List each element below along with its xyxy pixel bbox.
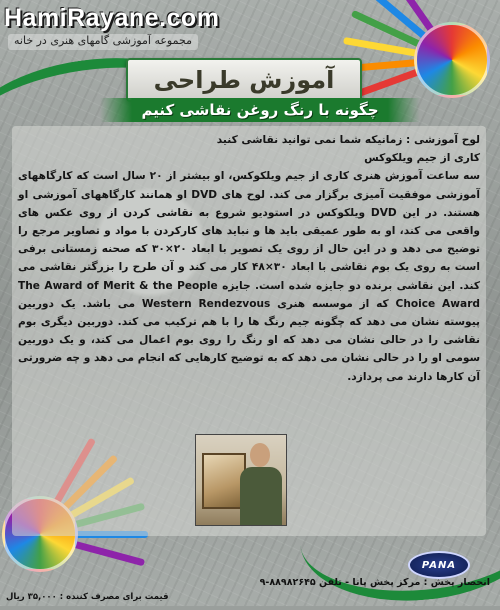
watermark: HamiRayane.com [4, 4, 220, 32]
page-title: آموزش طراحی [153, 66, 335, 94]
logo-text: PANA [421, 559, 457, 571]
price-info: قیمت برای مصرف کننده : ۳۵,۰۰۰ ریال [6, 592, 169, 602]
description-line: کاری از جیم ویلکوکس [364, 152, 480, 165]
pana-logo [408, 551, 470, 579]
page-subtitle: چگونه با رنگ روغن نقاشی کنیم [141, 101, 379, 119]
color-wheel-icon [414, 22, 490, 98]
series-text: مجموعه آموزشی گامهای هنری در خانه [8, 34, 198, 50]
description-paragraph: سه ساعت آموزش هنری کاری از جیم ویلکوکس، او بیشتر از ۲۰ سال است که کارگاههای آموزشی موفقیت آمیزی برگزار می کند. لوح های DVD او همانند کارگاههای آموزشی او هستند. در این DVD ویلکوکس در استودیو شروع به نقاشی کردن از روی عکس های واقعی می کند، او به طور عمیقی باید ها و نباید های کارکردن با مواد و تصاویر مرجع را توضیح می دهد و در این حال از روی یک تصویر با ابعاد ۲۰×۳۰ که صحنه زمستانی برفی است به روی یک بوم نقاشی با ابعاد ۳۰×۴۸ کار می کند و آن طرح را بزرگتر نقاشی می کند. این نقاشی برنده دو جایزه شده است. جایزه The Award of Merit & the People Choice Award که از موسسه هنری Western Rendezvous می باشد. یک دوربین پیوسته نشان می دهد که چگونه جیم رنگ ها را با هم ترکیب می کند. دوربین دیگری بوم نقاشی را در حالی نشان می دهد که او رنگ را روی بوم اعمال می کند، و یک دوربین سومی او را در حالی نشان می دهد که به توضیح کارهایی که انجام می دهد و چه ضرورتی آن کارها دارند می پردازد. [18, 170, 481, 383]
presenter-photo [195, 434, 287, 526]
presenter-body [240, 467, 282, 526]
presenter-head [250, 443, 270, 467]
distributor-info: انحصار پخش : مرکز پخش پانا - تلفن ۸۸۹۸۲۶۴۵-۹ [259, 577, 490, 588]
title-box [126, 58, 362, 102]
description-text [18, 131, 480, 386]
description-line: لوح آموزشی : زمانیکه شما نمی توانید نقاشی کنید [216, 134, 480, 146]
subtitle-band [100, 98, 420, 122]
